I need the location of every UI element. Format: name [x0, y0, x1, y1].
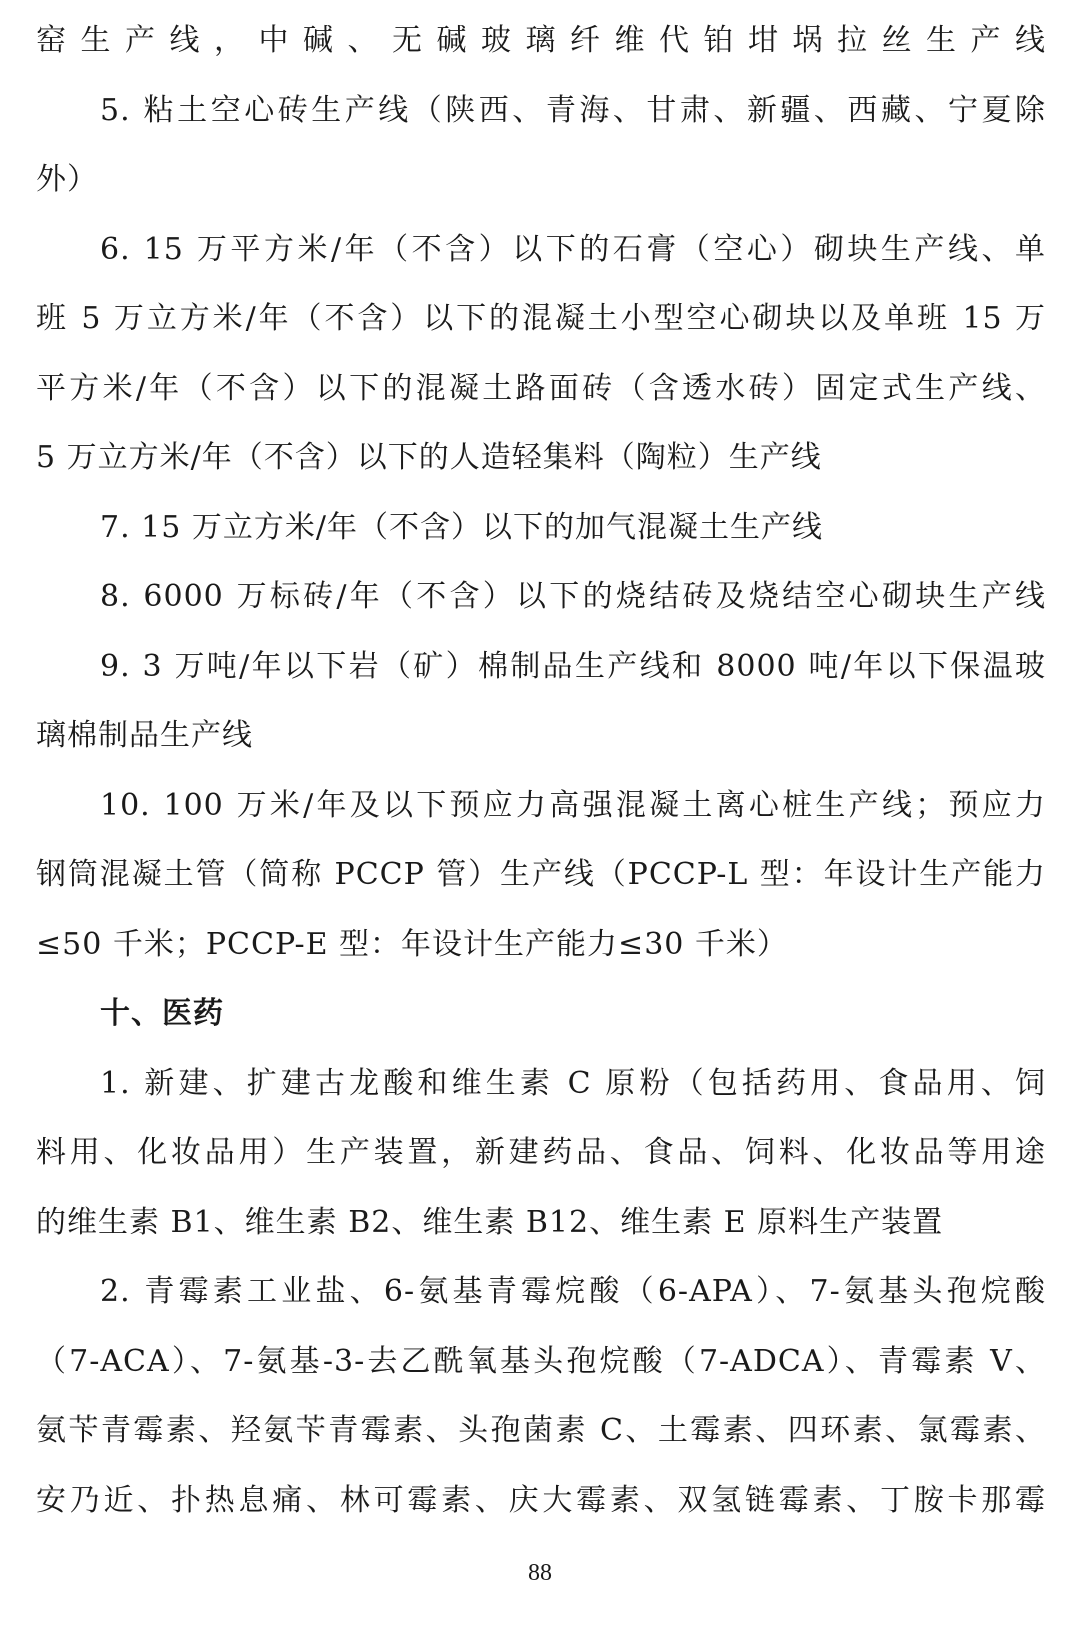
text-line: 璃棉制品生产线	[36, 718, 253, 753]
text-line: 钢筒混凝土管（简称 PCCP 管）生产线（PCCP-L 型：年设计生产能力	[36, 857, 1046, 892]
list-item-9: 9. 3 万吨/年以下岩（矿）棉制品生产线和 8000 吨/年以下保温玻	[100, 648, 1046, 684]
document-body	[36, 6, 1046, 1535]
page-number: 88	[528, 1560, 552, 1586]
text-line: 5 万立方米/年（不含）以下的人造轻集料（陶粒）生产线	[36, 440, 822, 475]
text-line: 班 5 万立方米/年（不含）以下的混凝土小型空心砌块以及单班 15 万	[36, 301, 1046, 336]
list-item-8: 8. 6000 万标砖/年（不含）以下的烧结砖及烧结空心砌块生产线	[100, 579, 1046, 614]
section-heading: 十、医药	[100, 996, 224, 1031]
text-line: ≤50 千米；PCCP-E 型：年设计生产能力≤30 千米）	[36, 926, 788, 962]
text-line: （7-ACA）、7-氨基-3-去乙酰氧基头孢烷酸（7-ADCA）、青霉素 V、	[36, 1343, 1046, 1379]
list-item-6: 6. 15 万平方米/年（不含）以下的石膏（空心）砌块生产线、单	[100, 231, 1046, 267]
list-item-5: 5. 粘土空心砖生产线（陕西、青海、甘肃、新疆、西藏、宁夏除	[100, 92, 1046, 128]
list-item-2: 2. 青霉素工业盐、6-氨基青霉烷酸（6-APA）、7-氨基头孢烷酸	[100, 1274, 1046, 1309]
text-line: 窑生产线，中碱、无碱玻璃纤维代铂坩埚拉丝生产线	[36, 23, 1046, 58]
text-line: 料用、化妆品用）生产装置，新建药品、食品、饲料、化妆品等用途	[36, 1135, 1046, 1170]
list-item-1: 1. 新建、扩建古龙酸和维生素 C 原粉（包括药用、食品用、饲	[100, 1065, 1046, 1101]
list-item-10: 10. 100 万米/年及以下预应力高强混凝土离心桩生产线；预应力	[100, 787, 1046, 823]
list-item-7: 7. 15 万立方米/年（不含）以下的加气混凝土生产线	[100, 509, 823, 545]
text-line: 的维生素 B1、维生素 B2、维生素 B12、维生素 E 原料生产装置	[36, 1204, 944, 1240]
text-line: 平方米/年（不含）以下的混凝土路面砖（含透水砖）固定式生产线、	[36, 370, 1046, 406]
text-line: 氨苄青霉素、羟氨苄青霉素、头孢菌素 C、土霉素、四环素、氯霉素、	[36, 1413, 1046, 1448]
text-line: 安乃近、扑热息痛、林可霉素、庆大霉素、双氢链霉素、丁胺卡那霉	[36, 1482, 1046, 1518]
text-line: 外）	[36, 162, 98, 197]
